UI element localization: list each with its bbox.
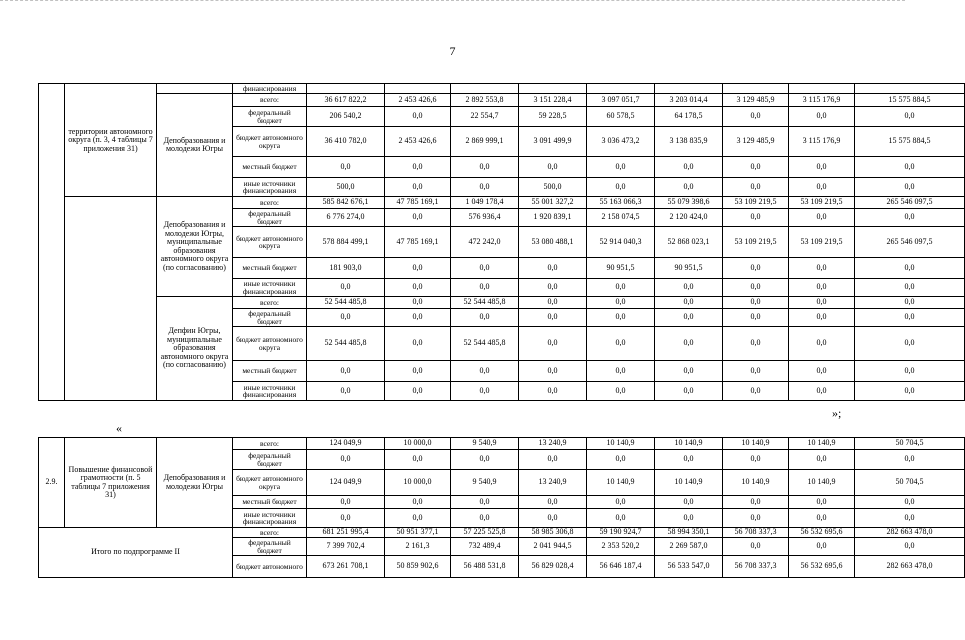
value-cell: 10 140,9: [789, 470, 855, 496]
value-cell: 55 163 066,3: [587, 197, 655, 209]
value-cell: 36 410 782,0: [307, 127, 385, 157]
value-cell: 58 994 350,1: [655, 528, 723, 538]
value-cell: 1 920 839,1: [519, 209, 587, 227]
value-cell: 9 540,9: [451, 438, 519, 450]
value-cell: 13 240,9: [519, 470, 587, 496]
value-cell: 0,0: [855, 157, 965, 178]
value-cell: 576 936,4: [451, 209, 519, 227]
value-cell: 0,0: [789, 327, 855, 361]
source-label-cell: бюджет автономного: [233, 556, 307, 578]
value-cell: 3 138 835,9: [655, 127, 723, 157]
value-cell: 10 140,9: [655, 470, 723, 496]
value-cell: 1 049 178,4: [451, 197, 519, 209]
value-cell: 60 578,5: [587, 107, 655, 127]
value-cell: 3 091 499,9: [519, 127, 587, 157]
source-label-cell: всего:: [233, 197, 307, 209]
value-cell: 0,0: [723, 538, 789, 556]
value-cell: 0,0: [855, 178, 965, 197]
value-cell: 0,0: [855, 450, 965, 470]
value-cell: 0,0: [519, 509, 587, 528]
value-cell: 0,0: [855, 209, 965, 227]
value-cell: 0,0: [385, 496, 451, 509]
value-cell: 0,0: [723, 327, 789, 361]
value-cell: 0,0: [451, 279, 519, 297]
value-cell: 56 532 695,6: [789, 528, 855, 538]
value-cell: 50 704,5: [855, 438, 965, 450]
value-cell: 0,0: [385, 258, 451, 279]
value-cell: 0,0: [385, 309, 451, 327]
value-cell: 0,0: [655, 450, 723, 470]
source-label-cell: федеральный бюджет: [233, 209, 307, 227]
value-cell: 0,0: [451, 157, 519, 178]
value-cell: [451, 84, 519, 94]
value-cell: 59 190 924,7: [587, 528, 655, 538]
value-cell: [855, 84, 965, 94]
value-cell: 56 488 531,8: [451, 556, 519, 578]
value-cell: 0,0: [855, 361, 965, 382]
value-cell: 0,0: [587, 450, 655, 470]
program-name-cell-blank: [65, 197, 157, 401]
value-cell: 0,0: [385, 382, 451, 401]
value-cell: 673 261 708,1: [307, 556, 385, 578]
value-cell: 2 453 426,6: [385, 94, 451, 107]
value-cell: 0,0: [519, 157, 587, 178]
value-cell: 3 129 485,9: [723, 127, 789, 157]
value-cell: 0,0: [655, 327, 723, 361]
value-cell: 15 575 884,5: [855, 127, 965, 157]
value-cell: 0,0: [587, 361, 655, 382]
value-cell: 265 546 097,5: [855, 197, 965, 209]
value-cell: 0,0: [855, 538, 965, 556]
closing-quote: »;: [832, 406, 842, 420]
value-cell: 0,0: [655, 178, 723, 197]
value-cell: 681 251 995,4: [307, 528, 385, 538]
value-cell: 2 161,3: [385, 538, 451, 556]
value-cell: 0,0: [451, 361, 519, 382]
value-cell: [519, 84, 587, 94]
source-label-cell: местный бюджет: [233, 157, 307, 178]
value-cell: 0,0: [855, 509, 965, 528]
value-cell: 10 140,9: [587, 470, 655, 496]
value-cell: 56 708 337,3: [723, 556, 789, 578]
value-cell: 0,0: [587, 157, 655, 178]
value-cell: 3 115 176,9: [789, 94, 855, 107]
value-cell: 55 079 398,6: [655, 197, 723, 209]
value-cell: 0,0: [855, 327, 965, 361]
value-cell: 56 829 028,4: [519, 556, 587, 578]
value-cell: 0,0: [519, 297, 587, 309]
source-label-cell: федеральный бюджет: [233, 538, 307, 556]
value-cell: 0,0: [655, 279, 723, 297]
value-cell: 3 097 051,7: [587, 94, 655, 107]
source-label-cell: бюджет автономного округа: [233, 470, 307, 496]
table-row: [39, 297, 965, 309]
value-cell: 2 158 074,5: [587, 209, 655, 227]
value-cell: 0,0: [855, 496, 965, 509]
value-cell: 578 884 499,1: [307, 227, 385, 258]
value-cell: 0,0: [307, 309, 385, 327]
value-cell: 64 178,5: [655, 107, 723, 127]
value-cell: 0,0: [855, 107, 965, 127]
value-cell: 0,0: [723, 209, 789, 227]
value-cell: [789, 84, 855, 94]
value-cell: 0,0: [655, 309, 723, 327]
value-cell: 53 109 219,5: [723, 197, 789, 209]
value-cell: 0,0: [519, 258, 587, 279]
value-cell: 10 140,9: [723, 470, 789, 496]
value-cell: 0,0: [307, 450, 385, 470]
value-cell: 0,0: [723, 450, 789, 470]
value-cell: 53 109 219,5: [723, 227, 789, 258]
value-cell: 0,0: [789, 538, 855, 556]
table-row: [39, 438, 965, 450]
value-cell: 0,0: [789, 107, 855, 127]
source-label-cell: иные источники финансирования: [233, 279, 307, 297]
source-label-cell: федеральный бюджет: [233, 450, 307, 470]
value-cell: 0,0: [723, 509, 789, 528]
value-cell: 0,0: [451, 258, 519, 279]
value-cell: 50 859 902,6: [385, 556, 451, 578]
source-label-cell: иные источники финансирования: [233, 509, 307, 528]
value-cell: 0,0: [587, 327, 655, 361]
source-label-cell: всего:: [233, 438, 307, 450]
value-cell: 0,0: [789, 258, 855, 279]
value-cell: 2 120 424,0: [655, 209, 723, 227]
value-cell: 0,0: [519, 496, 587, 509]
value-cell: 52 868 023,1: [655, 227, 723, 258]
value-cell: 52 914 040,3: [587, 227, 655, 258]
value-cell: 0,0: [451, 309, 519, 327]
table-row: [39, 94, 965, 107]
value-cell: 0,0: [789, 209, 855, 227]
value-cell: 0,0: [723, 361, 789, 382]
value-cell: 0,0: [385, 297, 451, 309]
value-cell: 52 544 485,8: [451, 297, 519, 309]
value-cell: 472 242,0: [451, 227, 519, 258]
row-number-cell: 2.9.: [39, 438, 65, 528]
value-cell: 0,0: [385, 450, 451, 470]
value-cell: 0,0: [855, 258, 965, 279]
value-cell: 0,0: [655, 509, 723, 528]
value-cell: 0,0: [519, 382, 587, 401]
source-label-cell: местный бюджет: [233, 361, 307, 382]
value-cell: 0,0: [789, 309, 855, 327]
value-cell: 52 544 485,8: [307, 327, 385, 361]
value-cell: 0,0: [789, 279, 855, 297]
source-label-cell: всего:: [233, 528, 307, 538]
value-cell: 56 533 547,0: [655, 556, 723, 578]
value-cell: 0,0: [655, 496, 723, 509]
executor-cell: Депобразования и молодежи Югры: [157, 438, 233, 528]
program-name-cell: Повышение финансовой грамотности (п. 5 таблицы 7 приложения 31): [65, 438, 157, 528]
financing-table-part2: [38, 437, 965, 578]
value-cell: 0,0: [587, 297, 655, 309]
value-cell: 282 663 478,0: [855, 556, 965, 578]
value-cell: 0,0: [385, 327, 451, 361]
source-label-cell: бюджет автономного округа: [233, 327, 307, 361]
value-cell: 265 546 097,5: [855, 227, 965, 258]
value-cell: 0,0: [789, 157, 855, 178]
value-cell: 7 399 702,4: [307, 538, 385, 556]
source-label-cell: бюджет автономного округа: [233, 127, 307, 157]
table-row: [39, 528, 965, 538]
value-cell: 50 704,5: [855, 470, 965, 496]
value-cell: 0,0: [587, 309, 655, 327]
value-cell: 2 869 999,1: [451, 127, 519, 157]
page-number: 7: [449, 44, 456, 58]
source-label-cell: финансирования: [233, 84, 307, 94]
value-cell: 0,0: [723, 297, 789, 309]
financing-table-part1: [38, 83, 965, 401]
value-cell: 0,0: [519, 327, 587, 361]
value-cell: 2 353 520,2: [587, 538, 655, 556]
value-cell: 0,0: [655, 361, 723, 382]
value-cell: 500,0: [519, 178, 587, 197]
value-cell: 0,0: [519, 450, 587, 470]
value-cell: 58 985 306,8: [519, 528, 587, 538]
value-cell: [723, 84, 789, 94]
source-label-cell: всего:: [233, 94, 307, 107]
value-cell: 0,0: [723, 309, 789, 327]
value-cell: 0,0: [723, 107, 789, 127]
opening-quote: «: [116, 421, 122, 435]
value-cell: 10 140,9: [789, 438, 855, 450]
value-cell: 90 951,5: [587, 258, 655, 279]
value-cell: 0,0: [519, 361, 587, 382]
value-cell: 0,0: [307, 382, 385, 401]
value-cell: 0,0: [307, 361, 385, 382]
source-label-cell: бюджет автономного округа: [233, 227, 307, 258]
table-row: [39, 197, 965, 209]
source-label-cell: федеральный бюджет: [233, 107, 307, 127]
value-cell: 3 129 485,9: [723, 94, 789, 107]
value-cell: 0,0: [307, 279, 385, 297]
subprogram-total-label: Итого по подпрограмме II: [39, 528, 233, 578]
value-cell: 50 951 377,1: [385, 528, 451, 538]
value-cell: 0,0: [385, 209, 451, 227]
value-cell: 0,0: [307, 157, 385, 178]
value-cell: 282 663 478,0: [855, 528, 965, 538]
value-cell: 0,0: [519, 309, 587, 327]
source-label-cell: местный бюджет: [233, 258, 307, 279]
value-cell: 55 001 327,2: [519, 197, 587, 209]
value-cell: 15 575 884,5: [855, 94, 965, 107]
value-cell: 0,0: [789, 297, 855, 309]
executor-cell-blank: [157, 84, 233, 94]
value-cell: 0,0: [307, 496, 385, 509]
value-cell: 181 903,0: [307, 258, 385, 279]
value-cell: 56 708 337,3: [723, 528, 789, 538]
value-cell: 0,0: [385, 107, 451, 127]
value-cell: 0,0: [723, 157, 789, 178]
value-cell: 0,0: [655, 297, 723, 309]
value-cell: 10 140,9: [587, 438, 655, 450]
value-cell: 732 489,4: [451, 538, 519, 556]
source-label-cell: иные источники финансирования: [233, 382, 307, 401]
value-cell: 0,0: [723, 279, 789, 297]
value-cell: 124 049,9: [307, 438, 385, 450]
value-cell: 10 000,0: [385, 438, 451, 450]
value-cell: 13 240,9: [519, 438, 587, 450]
value-cell: 3 036 473,2: [587, 127, 655, 157]
value-cell: 3 203 014,4: [655, 94, 723, 107]
value-cell: 0,0: [789, 450, 855, 470]
source-label-cell: федеральный бюджет: [233, 309, 307, 327]
value-cell: 206 540,2: [307, 107, 385, 127]
executor-cell: Депфин Югры, муниципальные образования автономного округа (по согласованию): [157, 297, 233, 401]
value-cell: 0,0: [587, 509, 655, 528]
value-cell: 0,0: [451, 509, 519, 528]
value-cell: 0,0: [587, 279, 655, 297]
value-cell: 56 646 187,4: [587, 556, 655, 578]
value-cell: 0,0: [855, 382, 965, 401]
value-cell: 0,0: [307, 509, 385, 528]
value-cell: 0,0: [723, 496, 789, 509]
value-cell: 124 049,9: [307, 470, 385, 496]
value-cell: 59 228,5: [519, 107, 587, 127]
value-cell: 0,0: [789, 509, 855, 528]
value-cell: 3 151 228,4: [519, 94, 587, 107]
value-cell: 10 140,9: [723, 438, 789, 450]
program-name-cell: территории автономного округа (п. 3, 4 таблицы 7 приложения 31): [65, 84, 157, 197]
value-cell: 585 842 676,1: [307, 197, 385, 209]
value-cell: 52 544 485,8: [451, 327, 519, 361]
financing-table-part2-body: [39, 438, 965, 578]
value-cell: [307, 84, 385, 94]
value-cell: 0,0: [789, 382, 855, 401]
value-cell: 9 540,9: [451, 470, 519, 496]
table-row: [39, 84, 965, 94]
value-cell: 0,0: [855, 279, 965, 297]
value-cell: 6 776 274,0: [307, 209, 385, 227]
value-cell: 0,0: [789, 361, 855, 382]
value-cell: 0,0: [723, 258, 789, 279]
source-label-cell: всего:: [233, 297, 307, 309]
value-cell: 2 269 587,0: [655, 538, 723, 556]
value-cell: 0,0: [655, 157, 723, 178]
value-cell: 53 080 488,1: [519, 227, 587, 258]
value-cell: 36 617 822,2: [307, 94, 385, 107]
value-cell: 47 785 169,1: [385, 227, 451, 258]
value-cell: 0,0: [451, 496, 519, 509]
value-cell: 0,0: [587, 178, 655, 197]
value-cell: 0,0: [723, 382, 789, 401]
financing-table-part1-body: [39, 84, 965, 401]
value-cell: 10 000,0: [385, 470, 451, 496]
value-cell: 0,0: [789, 178, 855, 197]
value-cell: 3 115 176,9: [789, 127, 855, 157]
value-cell: 53 109 219,5: [789, 197, 855, 209]
value-cell: 0,0: [385, 157, 451, 178]
value-cell: 0,0: [385, 361, 451, 382]
value-cell: 0,0: [519, 279, 587, 297]
source-label-cell: иные источники финансирования: [233, 178, 307, 197]
value-cell: 2 041 944,5: [519, 538, 587, 556]
value-cell: 52 544 485,8: [307, 297, 385, 309]
value-cell: [587, 84, 655, 94]
source-label-cell: местный бюджет: [233, 496, 307, 509]
value-cell: 0,0: [723, 178, 789, 197]
value-cell: 0,0: [385, 279, 451, 297]
value-cell: 57 225 525,8: [451, 528, 519, 538]
scan-edge-line: [0, 0, 905, 4]
value-cell: 22 554,7: [451, 107, 519, 127]
value-cell: 56 532 695,6: [789, 556, 855, 578]
value-cell: 0,0: [789, 496, 855, 509]
value-cell: 0,0: [587, 496, 655, 509]
value-cell: 0,0: [587, 382, 655, 401]
value-cell: 500,0: [307, 178, 385, 197]
executor-cell: Депобразования и молодежи Югры: [157, 94, 233, 197]
value-cell: 0,0: [451, 382, 519, 401]
executor-cell: Депобразования и молодежи Югры, муниципальные образования автономного округа (по согласованию): [157, 197, 233, 297]
value-cell: 2 892 553,8: [451, 94, 519, 107]
value-cell: 10 140,9: [655, 438, 723, 450]
value-cell: [385, 84, 451, 94]
value-cell: 90 951,5: [655, 258, 723, 279]
value-cell: 0,0: [451, 178, 519, 197]
value-cell: [655, 84, 723, 94]
value-cell: 0,0: [451, 450, 519, 470]
value-cell: 0,0: [855, 297, 965, 309]
value-cell: 0,0: [655, 382, 723, 401]
value-cell: 0,0: [385, 509, 451, 528]
value-cell: 0,0: [385, 178, 451, 197]
value-cell: 0,0: [855, 309, 965, 327]
value-cell: 2 453 426,6: [385, 127, 451, 157]
value-cell: 53 109 219,5: [789, 227, 855, 258]
value-cell: 47 785 169,1: [385, 197, 451, 209]
row-number-cell: [39, 84, 65, 401]
